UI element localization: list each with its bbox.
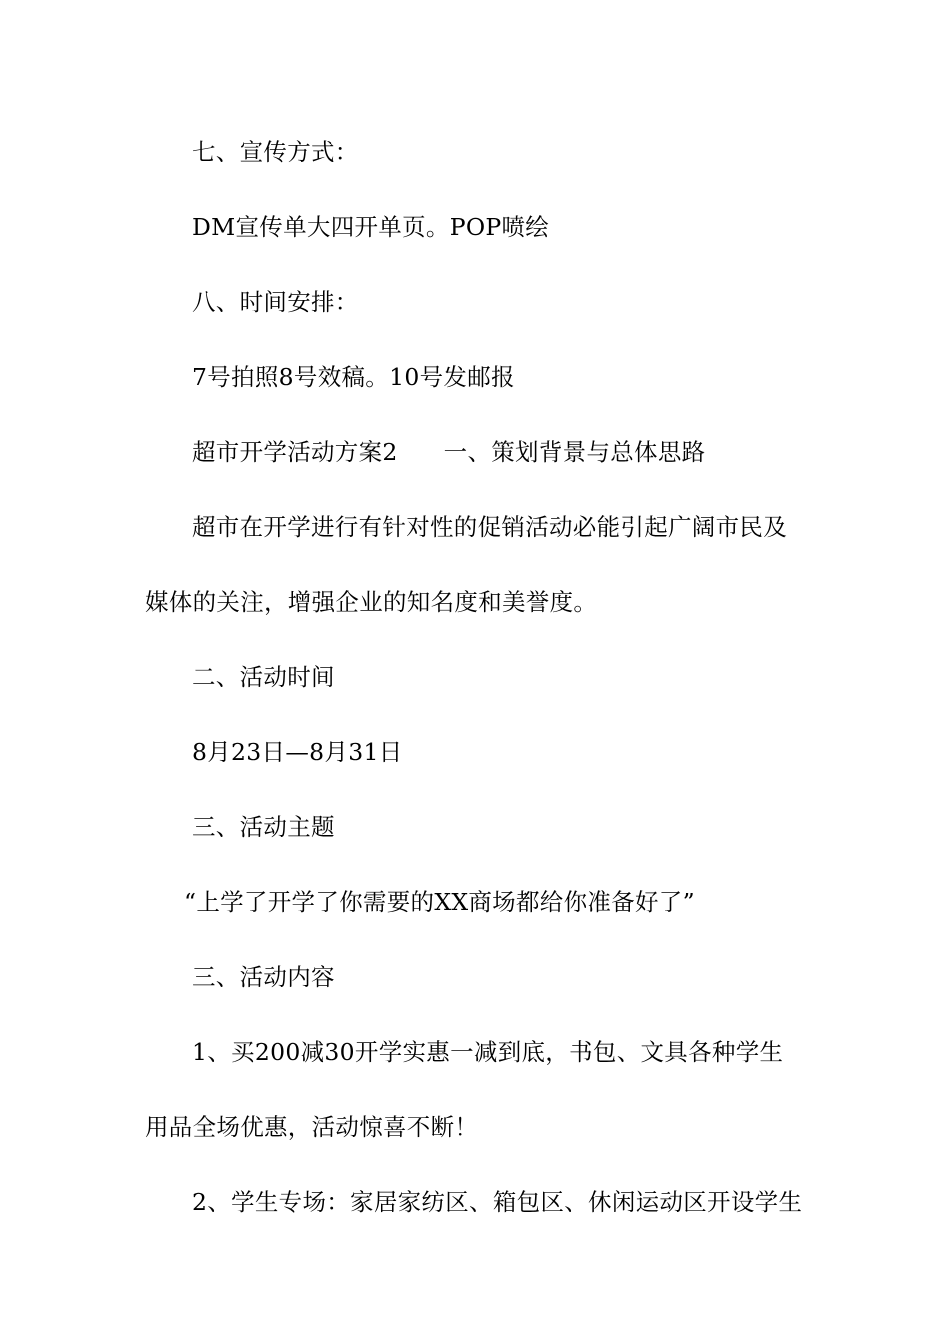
paragraph-background-line1: 超市在开学进行有针对性的促销活动必能引起广阔市民及 bbox=[192, 513, 787, 541]
paragraph-time: 8月23日—8月31日 bbox=[192, 738, 403, 766]
section-heading-publicity: 七、宣传方式： bbox=[192, 138, 359, 166]
paragraph-schedule: 7号拍照8号效稿。10号发邮报 bbox=[192, 363, 515, 391]
plan-title: 超市开学活动方案2 bbox=[192, 438, 398, 466]
paragraph-background-line2: 媒体的关注，增强企业的知名度和美誉度。 bbox=[145, 588, 598, 616]
section-heading-time: 二、活动时间 bbox=[192, 663, 335, 691]
paragraph-content-item1-line1: 1、买200减30开学实惠一减到底，书包、文具各种学生 bbox=[192, 1038, 784, 1066]
section-heading-content: 三、活动内容 bbox=[192, 963, 335, 991]
section-heading-background: 一、策划背景与总体思路 bbox=[443, 438, 706, 466]
section-heading-theme: 三、活动主题 bbox=[192, 813, 335, 841]
section-heading-schedule: 八、时间安排： bbox=[192, 288, 359, 316]
paragraph-content-item2-line1: 2、学生专场：家居家纺区、箱包区、休闲运动区开设学生 bbox=[192, 1188, 803, 1216]
plan-title-line bbox=[192, 437, 705, 467]
paragraph-publicity-materials: DM宣传单大四开单页。POP喷绘 bbox=[192, 213, 550, 241]
paragraph-content-item1-line2: 用品全场优惠，活动惊喜不断！ bbox=[145, 1113, 479, 1141]
paragraph-theme: “上学了开学了你需要的XX商场都给你准备好了” bbox=[184, 888, 695, 916]
